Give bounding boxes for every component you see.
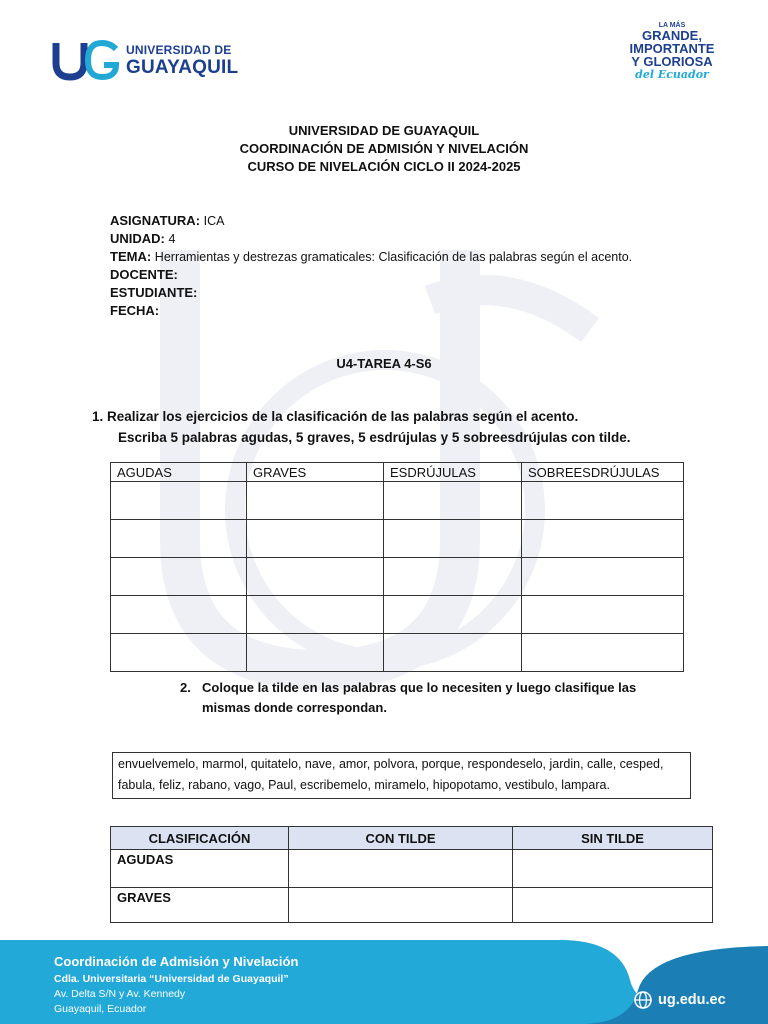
table-cell[interactable] (384, 482, 522, 520)
footer-website[interactable]: ug.edu.ec (658, 992, 726, 1008)
globe-icon (634, 991, 652, 1009)
table-row (111, 596, 684, 634)
table-cell[interactable] (384, 596, 522, 634)
table-cell[interactable] (384, 558, 522, 596)
question-2-text: Coloque la tilde en las palabras que lo necesiten y luego clasifique las mismas donde correspondan. (202, 680, 637, 715)
title-university: UNIVERSIDAD DE GUAYAQUIL (288, 123, 480, 138)
motto-line5: del Ecuador (635, 68, 709, 81)
table-cell[interactable] (522, 596, 684, 634)
table-row (111, 520, 684, 558)
table-cell[interactable] (111, 596, 247, 634)
table-cell[interactable] (111, 520, 247, 558)
question-1 (92, 406, 692, 448)
unidad-value: 4 (168, 232, 176, 246)
table-cell[interactable] (111, 558, 247, 596)
header-esdrujulas: ESDRÚJULAS (384, 463, 522, 482)
table-row (111, 888, 713, 923)
university-logo (52, 38, 242, 82)
motto-badge (624, 22, 720, 80)
motto-line3: IMPORTANTE (629, 41, 715, 56)
title-coordination: COORDINACIÓN DE ADMISIÓN Y NIVELACIÓN (239, 141, 529, 156)
table-row (111, 850, 713, 888)
unidad-label: UNIDAD: (110, 231, 165, 246)
header-agudas: AGUDAS (111, 463, 247, 482)
table-cell[interactable] (384, 520, 522, 558)
ug-logo-icon (52, 39, 120, 81)
table-cell[interactable] (111, 634, 247, 672)
table-cell[interactable] (247, 520, 384, 558)
title-course: CURSO DE NIVELACIÓN CICLO II 2024-2025 (247, 159, 521, 174)
accent-classification-table (110, 462, 684, 672)
row-label-graves: GRAVES (111, 888, 289, 923)
footer-wave-shape (560, 940, 768, 1024)
motto-line2: GRANDE, (642, 28, 702, 43)
table-cell[interactable] (247, 482, 384, 520)
tema-label: TEMA: (110, 249, 152, 264)
header-sobreesdrujulas: SOBREESDRÚJULAS (522, 463, 684, 482)
question-1-line1: Realizar los ejercicios de la clasificación de las palabras según el acento. (107, 409, 579, 424)
table-cell[interactable] (247, 558, 384, 596)
fecha-label: FECHA: (110, 303, 160, 318)
table-cell[interactable] (513, 888, 713, 923)
table-cell[interactable] (289, 888, 513, 923)
table-cell[interactable] (513, 850, 713, 888)
assignment-info (110, 212, 650, 320)
table-cell[interactable] (522, 520, 684, 558)
asignatura-label: ASIGNATURA: (110, 213, 201, 228)
tilde-classification-table (110, 826, 713, 923)
logo-line1: UNIVERSIDAD DE (126, 42, 232, 57)
header-graves: GRAVES (247, 463, 384, 482)
header-clasificacion: CLASIFICACIÓN (111, 827, 289, 850)
header-con-tilde: CON TILDE (289, 827, 513, 850)
motto-line1: LA MÁS (658, 22, 686, 29)
table-cell[interactable] (522, 634, 684, 672)
question-1-number: 1. (92, 409, 104, 424)
word-list-box: envuelvemelo, marmol, quitatelo, nave, amor, polvora, porque, respondeselo, jardin, calle, cesped, fabula, feliz, rabano, vago, Paul, escribemelo, miramelo, hipopotamo, vestibulo, lampara. (112, 752, 691, 799)
task-title: U4-TAREA 4-S6 (336, 356, 432, 371)
docente-label: DOCENTE: (110, 267, 178, 282)
table-cell[interactable] (247, 634, 384, 672)
footer-subtitle: Cdla. Universitaria “Universidad de Guayaquil” (54, 973, 289, 985)
estudiante-label: ESTUDIANTE: (110, 285, 198, 300)
logo-line2: GUAYAQUIL (126, 56, 239, 78)
table-row (111, 634, 684, 672)
footer-address2: Guayaquil, Ecuador (54, 1003, 147, 1015)
footer-website-link[interactable] (634, 991, 726, 1009)
table-cell[interactable] (384, 634, 522, 672)
motto-line4: Y GLORIOSA (631, 54, 713, 69)
asignatura-value: ICA (203, 214, 225, 228)
question-2 (180, 678, 670, 718)
header-sin-tilde: SIN TILDE (513, 827, 713, 850)
table-row (111, 482, 684, 520)
table-cell[interactable] (522, 482, 684, 520)
question-1-line2: Escriba 5 palabras agudas, 5 graves, 5 esdrújulas y 5 sobreesdrújulas con tilde. (118, 430, 631, 445)
row-label-agudas: AGUDAS (111, 850, 289, 888)
table-cell[interactable] (289, 850, 513, 888)
question-2-number: 2. (180, 680, 191, 695)
footer-title: Coordinación de Admisión y Nivelación (54, 954, 299, 969)
table-cell[interactable] (247, 596, 384, 634)
table-cell[interactable] (111, 482, 247, 520)
tema-value: Herramientas y destrezas gramaticales: Clasificación de las palabras según el acento. (154, 250, 633, 264)
footer-address1: Av. Delta S/N y Av. Kennedy (54, 988, 186, 1000)
table-row (111, 558, 684, 596)
table-cell[interactable] (522, 558, 684, 596)
